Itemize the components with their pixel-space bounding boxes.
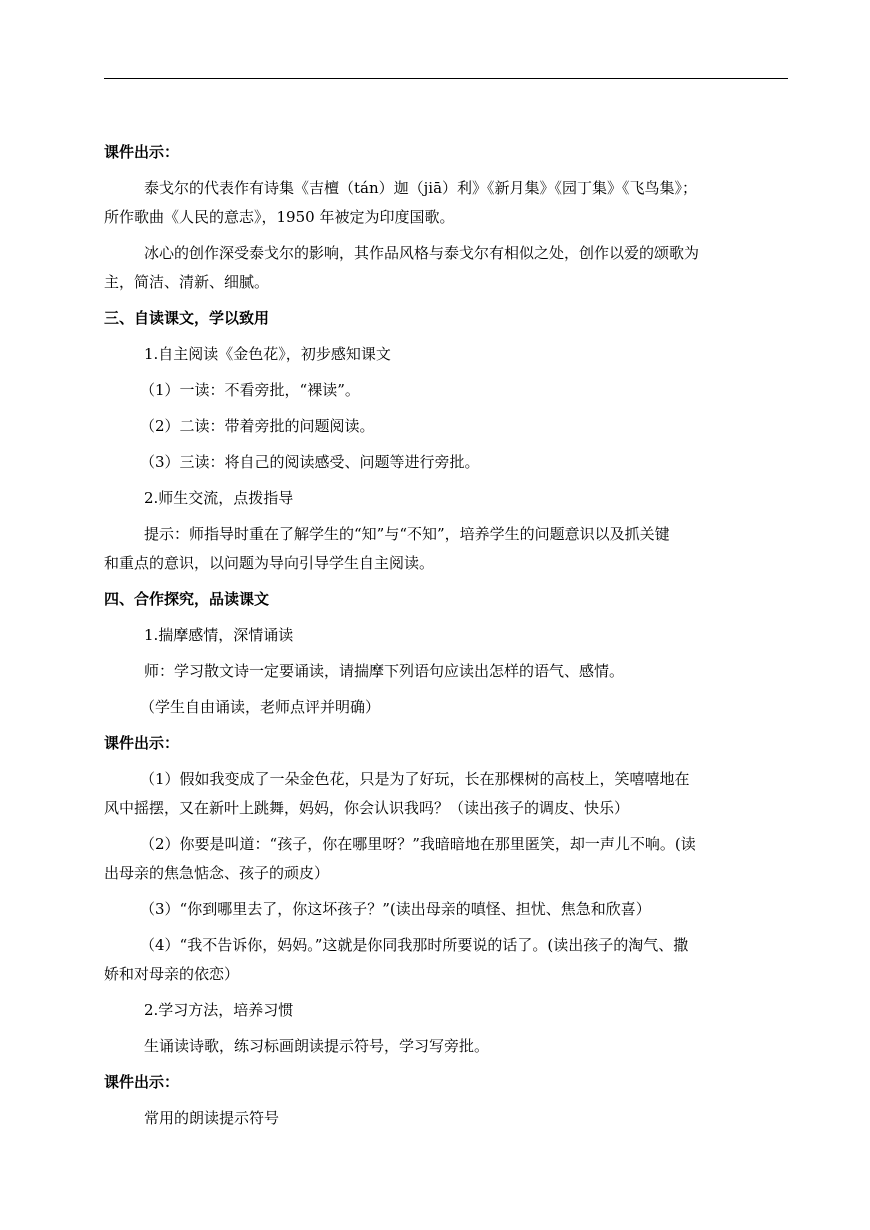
list-item-1-self-reading: 1.自主阅读《金色花》，初步感知课文 <box>144 345 391 363</box>
header-rule <box>104 78 788 79</box>
list-item-2-method: 2.学习方法，培养习惯 <box>144 1001 294 1019</box>
paragraph-line: （4）“我不告诉你，妈妈。”这就是你同我那时所要说的话了。(读出孩子的淘气、撒 <box>140 936 689 954</box>
paragraph-line: 冰心的创作深受泰戈尔的影响，其作品风格与泰戈尔有相似之处，创作以爱的颂歌为 <box>144 244 700 262</box>
paragraph-line: 主，简洁、清新、细腻。 <box>104 273 270 291</box>
sub-item-read-1: （1）一读：不看旁批，“裸读”。 <box>140 381 360 399</box>
document-page <box>104 0 788 1230</box>
sub-item-read-3: （3）三读：将自己的阅读感受、问题等进行旁批。 <box>140 453 480 471</box>
paragraph-line: 出母亲的焦急惦念、孩子的顽皮） <box>104 864 330 882</box>
paragraph-bingxin <box>104 239 788 297</box>
list-item-1-emotion: 1.揣摩感情，深情诵读 <box>144 626 294 644</box>
heading-courseware-2: 课件出示： <box>104 734 180 752</box>
student-practice: 生诵读诗歌，练习标画朗读提示符号，学习写旁批。 <box>144 1037 490 1055</box>
paragraph-line: 风中摇摆，又在新叶上跳舞，妈妈，你会认识我吗？（读出孩子的调皮、快乐） <box>104 799 630 817</box>
list-item-2-exchange: 2.师生交流，点拨指导 <box>144 489 294 507</box>
heading-section-3: 三、自读课文，学以致用 <box>104 309 270 327</box>
student-note: （学生自由诵读，老师点评并明确） <box>140 698 381 716</box>
paragraph-line: 提示：师指导时重在了解学生的“知”与“不知”，培养学生的问题意识以及抓关键 <box>144 525 670 543</box>
quote-item-2 <box>104 830 788 888</box>
reading-symbols-title: 常用的朗读提示符号 <box>144 1109 280 1127</box>
paragraph-line: 所作歌曲《人民的意志》，1950 年被定为印度国歌。 <box>104 208 455 226</box>
paragraph-line: 娇和对母亲的依恋） <box>104 965 240 983</box>
quote-item-3: （3）“你到哪里去了，你这坏孩子？”(读出母亲的嗔怪、担忧、焦急和欣喜） <box>140 900 651 918</box>
paragraph-tagore-works <box>104 174 788 232</box>
paragraph-line: （1）假如我变成了一朵金色花，只是为了好玩，长在那棵树的高枝上，笑嘻嘻地在 <box>140 770 690 788</box>
paragraph-line: 泰戈尔的代表作有诗集《吉檀（tán）迦（jiā）利》《新月集》《园丁集》《飞鸟集》； <box>144 179 698 197</box>
heading-courseware-3: 课件出示： <box>104 1073 180 1091</box>
quote-item-4 <box>104 931 788 989</box>
sub-item-read-2: （2）二读：带着旁批的问题阅读。 <box>140 417 375 435</box>
heading-section-4: 四、合作探究，品读课文 <box>104 590 270 608</box>
teacher-instruction: 师：学习散文诗一定要诵读，请揣摩下列语句应读出怎样的语气、感情。 <box>144 662 625 680</box>
paragraph-line: （2）你要是叫道：“孩子，你在哪里呀？”我暗暗地在那里匿笑，却一声儿不响。(读 <box>140 835 696 853</box>
paragraph-line: 和重点的意识，以问题为导向引导学生自主阅读。 <box>104 554 435 572</box>
quote-item-1 <box>104 765 788 823</box>
paragraph-hint <box>104 520 788 578</box>
heading-courseware-1: 课件出示： <box>104 143 180 161</box>
document-body <box>104 138 788 1133</box>
